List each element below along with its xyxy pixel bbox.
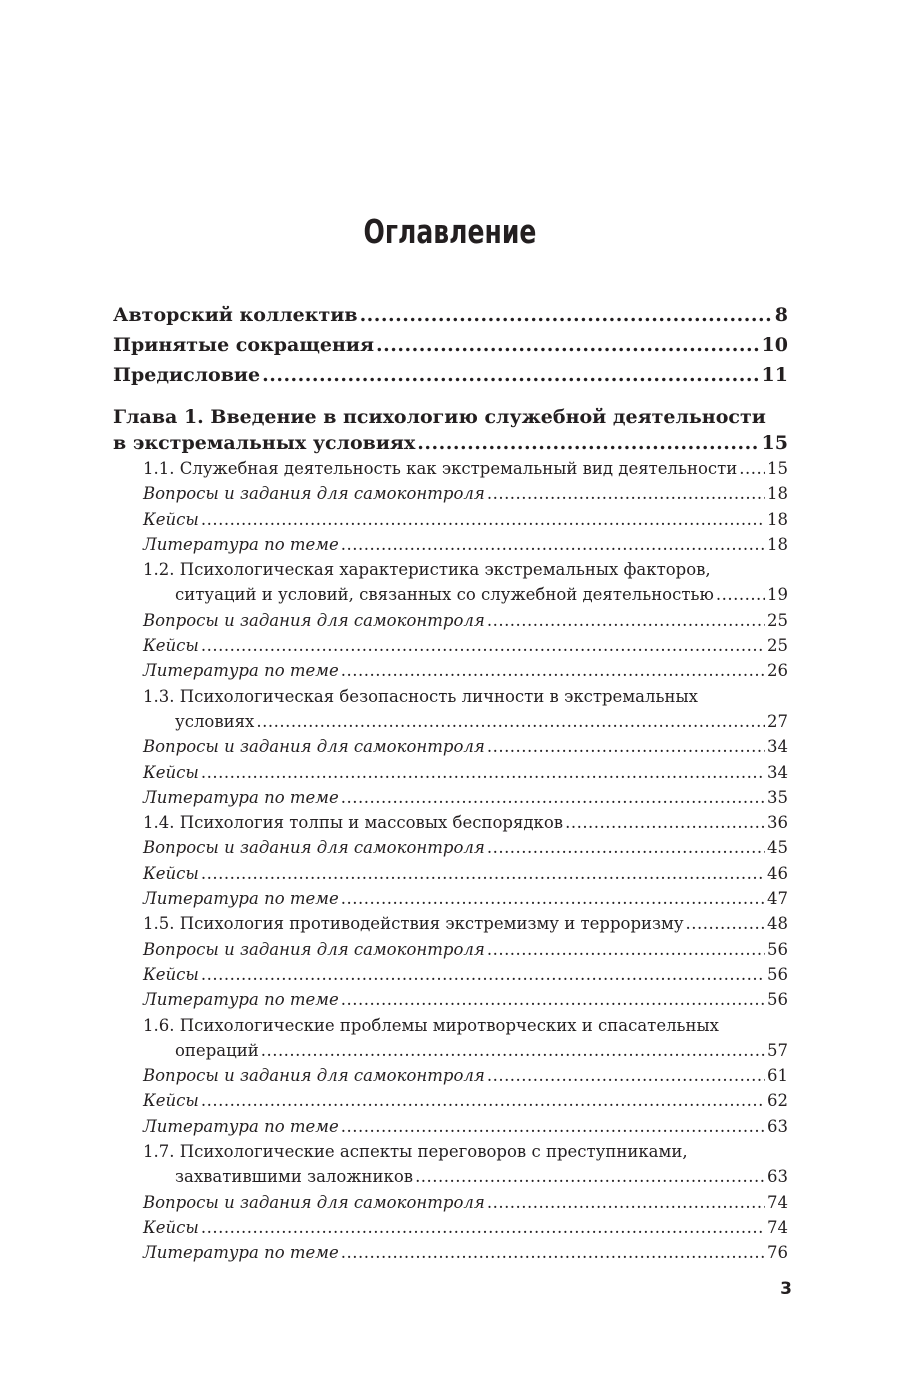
toc-cases-entry-page: 18	[767, 509, 788, 529]
toc-section-heading[interactable]: 1.3. Психологическая безопасность личности в экстремальных	[143, 686, 698, 706]
toc-literature-entry-page: 47	[767, 889, 788, 909]
toc-cases-entry-title: Кейсы	[143, 509, 199, 529]
toc-cases-entry-page: 25	[767, 636, 788, 656]
dot-leader	[487, 734, 765, 759]
dot-leader	[487, 937, 765, 962]
toc-section-entry-title: условиях	[175, 711, 255, 731]
toc-cases-entry-page: 74	[767, 1217, 788, 1237]
toc-section-entry-title: операций	[175, 1040, 259, 1060]
dot-leader	[487, 1063, 765, 1088]
toc-cases-entry[interactable]	[143, 1088, 788, 1113]
toc-front-entry-page: 11	[761, 364, 788, 386]
toc-front-entry-page: 8	[774, 304, 788, 326]
dot-leader	[341, 658, 765, 683]
toc-section-entry-page: 57	[767, 1040, 788, 1060]
dot-leader	[739, 456, 765, 481]
dot-leader	[201, 962, 765, 987]
toc-section-entry-title: 1.1. Служебная деятельность как экстремальный вид деятельности	[143, 459, 738, 478]
toc-cases-entry-title: Кейсы	[143, 762, 199, 782]
dot-leader	[487, 1190, 765, 1215]
dot-leader	[201, 1215, 765, 1240]
toc-section-entry-page: 27	[767, 711, 788, 731]
toc-cases-entry[interactable]	[143, 962, 788, 987]
toc-section-heading[interactable]: 1.6. Психологические проблемы миротворческих и спасательных	[143, 1015, 719, 1035]
toc-cases-entry-page: 56	[767, 964, 788, 984]
dot-leader	[201, 633, 765, 658]
toc-questions-entry-title: Вопросы и задания для самоконтроля	[143, 610, 485, 630]
toc-literature-entry[interactable]	[143, 1240, 788, 1265]
toc-questions-entry[interactable]	[143, 1190, 788, 1215]
toc-questions-entry[interactable]	[143, 481, 788, 506]
toc-section-entry[interactable]	[175, 1164, 788, 1189]
dot-leader	[262, 360, 759, 390]
toc-literature-entry-page: 76	[767, 1243, 788, 1263]
dot-leader	[341, 532, 765, 557]
toc-questions-entry-title: Вопросы и задания для самоконтроля	[143, 1066, 485, 1086]
toc-cases-entry-title: Кейсы	[143, 1217, 199, 1237]
dot-leader	[487, 835, 765, 860]
toc-literature-entry-page: 56	[767, 990, 788, 1010]
dot-leader	[201, 760, 765, 785]
toc-section-entry-title: 1.5. Психология противодействия экстремизму и терроризму	[143, 914, 684, 934]
toc-literature-entry-page: 63	[767, 1116, 788, 1136]
toc-chapter-entry-page: 15	[761, 432, 788, 454]
toc-cases-entry[interactable]	[143, 1215, 788, 1240]
toc-literature-entry-title: Литература по теме	[143, 889, 339, 909]
toc-literature-entry[interactable]	[143, 1114, 788, 1139]
dot-leader	[565, 810, 765, 835]
toc-questions-entry[interactable]	[143, 1063, 788, 1088]
toc-questions-entry-page: 56	[767, 939, 788, 959]
toc-questions-entry-page: 74	[767, 1192, 788, 1212]
toc-questions-entry-page: 45	[767, 838, 788, 858]
toc-cases-entry-page: 46	[767, 863, 788, 883]
toc-questions-entry[interactable]	[143, 734, 788, 759]
toc-cases-entry-page: 34	[767, 762, 788, 782]
dot-leader	[261, 1038, 765, 1063]
toc-section-entry[interactable]	[175, 709, 788, 734]
toc-literature-entry[interactable]	[143, 886, 788, 911]
toc-section-entry[interactable]	[175, 582, 788, 607]
toc-questions-entry-page: 61	[767, 1066, 788, 1086]
toc-section-entry[interactable]	[143, 810, 788, 835]
toc-section-entry-title: захватившими заложников	[175, 1167, 414, 1187]
dot-leader	[341, 886, 765, 911]
dot-leader	[341, 987, 765, 1012]
toc-cases-entry[interactable]	[143, 760, 788, 785]
toc-section-entry-title: 1.4. Психология толпы и массовых беспорядков	[143, 813, 564, 833]
toc-front-entry[interactable]	[113, 330, 788, 360]
toc-literature-entry-page: 26	[767, 661, 788, 681]
toc-questions-entry-page: 18	[767, 484, 788, 504]
toc-front-entry-title: Принятые сокращения	[113, 334, 375, 356]
dot-leader	[201, 507, 765, 532]
toc-literature-entry-title: Литература по теме	[143, 787, 339, 807]
toc-literature-entry-title: Литература по теме	[143, 1116, 339, 1136]
toc-section-entry-page: 19	[767, 585, 788, 605]
dot-leader	[417, 430, 759, 456]
toc-questions-entry-title: Вопросы и задания для самоконтроля	[143, 484, 485, 504]
toc-section-entry-page: 48	[767, 914, 788, 934]
dot-leader	[360, 300, 773, 330]
toc-literature-entry[interactable]	[143, 658, 788, 683]
toc-cases-entry-title: Кейсы	[143, 1091, 199, 1111]
toc-literature-entry-title: Литература по теме	[143, 661, 339, 681]
toc-cases-entry-title: Кейсы	[143, 636, 199, 656]
toc-front-entry-page: 10	[761, 334, 788, 356]
toc-literature-entry-title: Литература по теме	[143, 534, 339, 554]
page-number: 3	[780, 1279, 792, 1299]
toc-front-entry[interactable]	[113, 360, 788, 390]
toc-cases-entry-title: Кейсы	[143, 964, 199, 984]
toc-literature-entry[interactable]	[143, 987, 788, 1012]
toc-questions-entry-title: Вопросы и задания для самоконтроля	[143, 939, 485, 959]
dot-leader	[376, 330, 760, 360]
toc-questions-entry[interactable]	[143, 835, 788, 860]
toc-front-entry[interactable]	[113, 300, 788, 330]
toc-chapter-heading[interactable]: Глава 1. Введение в психологию служебной деятельности	[113, 406, 766, 428]
toc-front-entry-title: Авторский коллектив	[113, 304, 358, 326]
dot-leader	[341, 1114, 765, 1139]
spacer	[113, 390, 788, 404]
dot-leader	[201, 1088, 765, 1113]
toc-literature-entry-page: 18	[767, 534, 788, 554]
toc-questions-entry-page: 34	[767, 737, 788, 757]
toc-literature-entry-title: Литература по теме	[143, 1243, 339, 1263]
toc-cases-entry-page: 62	[767, 1091, 788, 1111]
toc-literature-entry-page: 35	[767, 787, 788, 807]
page-title: Оглавление	[363, 212, 537, 251]
dot-leader	[201, 861, 765, 886]
table-of-contents	[113, 300, 788, 1266]
toc-questions-entry-title: Вопросы и задания для самоконтроля	[143, 1192, 485, 1212]
toc-literature-entry[interactable]	[143, 785, 788, 810]
toc-chapter-entry[interactable]	[113, 430, 788, 456]
toc-section-entry[interactable]	[143, 911, 788, 936]
dot-leader	[686, 911, 765, 936]
toc-chapter-entry-title: в экстремальных условиях	[113, 432, 416, 454]
toc-cases-entry[interactable]	[143, 861, 788, 886]
toc-section-entry-page: 63	[767, 1167, 788, 1187]
toc-section-entry-page: 36	[767, 813, 788, 833]
toc-questions-entry-page: 25	[767, 610, 788, 630]
dot-leader	[415, 1164, 765, 1189]
dot-leader	[341, 785, 765, 810]
toc-literature-entry[interactable]	[143, 532, 788, 557]
toc-section-entry-title: ситуаций и условий, связанных со служебной деятельностью	[175, 585, 714, 605]
dot-leader	[341, 1240, 765, 1265]
toc-cases-entry-title: Кейсы	[143, 863, 199, 883]
toc-cases-entry[interactable]	[143, 633, 788, 658]
dot-leader	[487, 608, 765, 633]
dot-leader	[256, 709, 765, 734]
dot-leader	[716, 582, 765, 607]
toc-section-heading[interactable]: 1.7. Психологические аспекты переговоров с преступниками,	[143, 1142, 688, 1162]
toc-questions-entry-title: Вопросы и задания для самоконтроля	[143, 737, 485, 757]
toc-section-entry-page: 15	[767, 459, 788, 478]
toc-front-entry-title: Предисловие	[113, 364, 261, 386]
toc-questions-entry-title: Вопросы и задания для самоконтроля	[143, 838, 485, 858]
toc-section-entry[interactable]	[175, 1038, 788, 1063]
toc-cases-entry[interactable]	[143, 507, 788, 532]
toc-section-entry[interactable]	[143, 456, 788, 481]
toc-section-heading[interactable]: 1.2. Психологическая характеристика экстремальных факторов,	[143, 560, 711, 580]
toc-literature-entry-title: Литература по теме	[143, 990, 339, 1010]
toc-questions-entry[interactable]	[143, 608, 788, 633]
toc-questions-entry[interactable]	[143, 937, 788, 962]
dot-leader	[487, 481, 765, 506]
